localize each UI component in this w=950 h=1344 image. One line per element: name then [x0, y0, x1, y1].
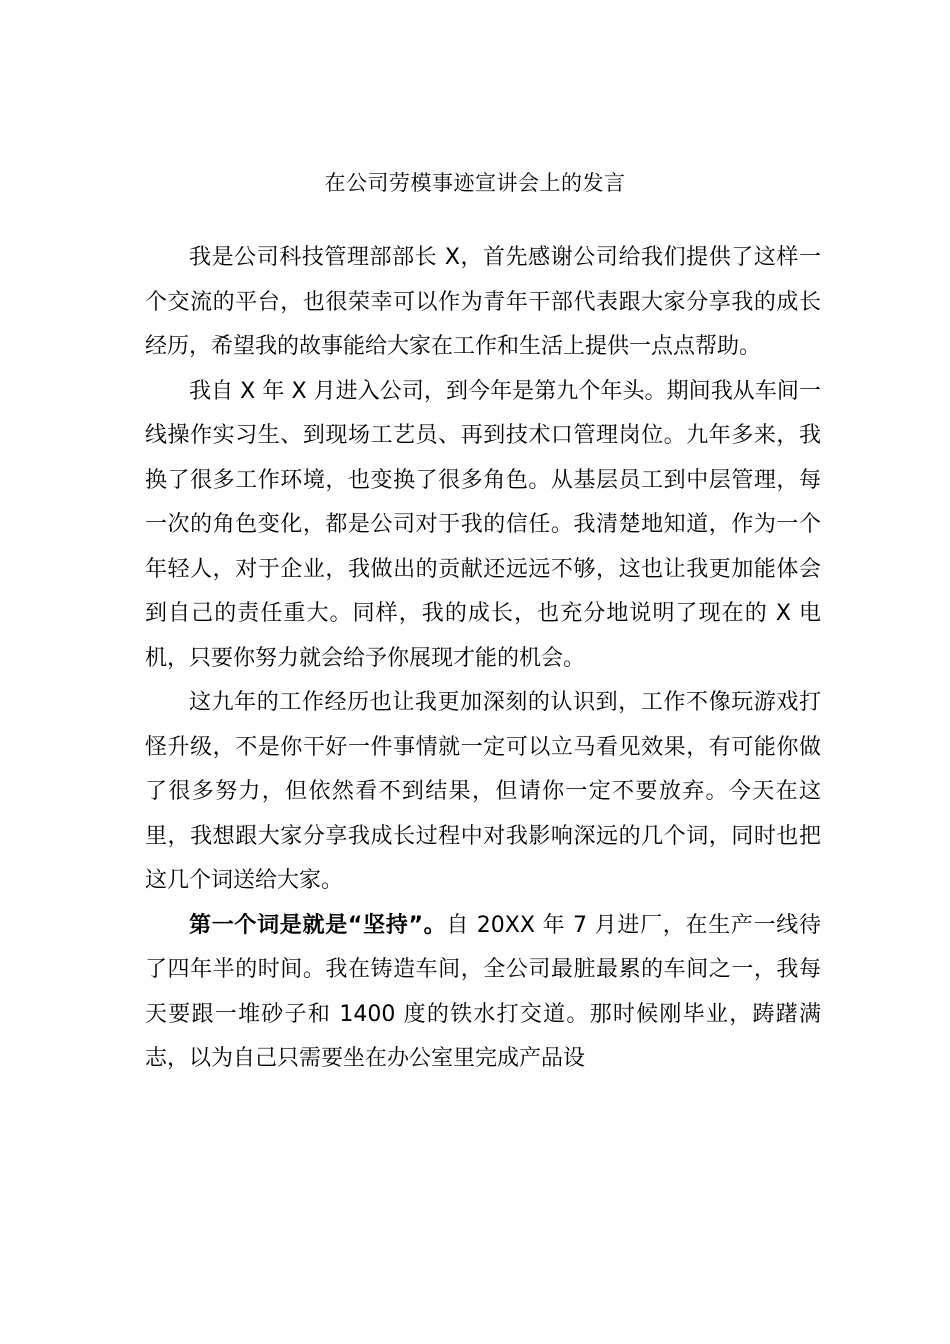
paragraph-intro — [145, 236, 821, 370]
document-title: 在公司劳模事迹宣讲会上的发言 — [324, 171, 626, 195]
paragraph-career — [145, 370, 821, 682]
paragraph-lead-heading: 第一个词是就是“坚持”。 — [189, 912, 447, 938]
paragraph-text: 我是公司科技管理部部长 X，首先感谢公司给我们提供了这样一个交流的平台，也很荣幸可以作为青年干部代表跟大家分享我的成长经历，希望我的故事能给大家在工作和生活上提供一点点帮助。 — [145, 245, 821, 359]
paragraph-text: 我自 X 年 X 月进入公司，到今年是第九个年头。期间我从车间一线操作实习生、到现场工艺员、再到技术口管理岗位。九年多来，我换了很多工作环境，也变换了很多角色。从基层员工到中层管理，每一次的角色变化，都是公司对于我的信任。我清楚地知道，作为一个年轻人，对于企业，我做出的贡献还远远不够，这也让我更加能体会到自己的责任重大。同样，我的成长，也充分地说明了现在的 X 电机，只要你努力就会给予你展现才能的机会。 — [145, 378, 821, 671]
paragraph-persistence — [145, 904, 821, 1082]
paragraph-text: 这九年的工作经历也让我更加深刻的认识到，工作不像玩游戏打怪升级，不是你干好一件事情就一定可以立马看见效果，有可能你做了很多努力，但依然看不到结果，但请你一定不要放弃。今天在这里，我想跟大家分享我成长过程中对我影响深远的几个词，同时也把这几个词送给大家。 — [145, 690, 821, 893]
paragraph-text: 自 20XX 年 7 月进厂，在生产一线待了四年半的时间。我在铸造车间，全公司最脏最累的车间之一，我每天要跟一堆砂子和 1400 度的铁水打交道。那时候刚毕业，踌躇满志，以为自己只需要坐在办公室里完成产品设 — [145, 912, 822, 1071]
document-body — [145, 236, 821, 1082]
paragraph-experience — [145, 681, 821, 904]
